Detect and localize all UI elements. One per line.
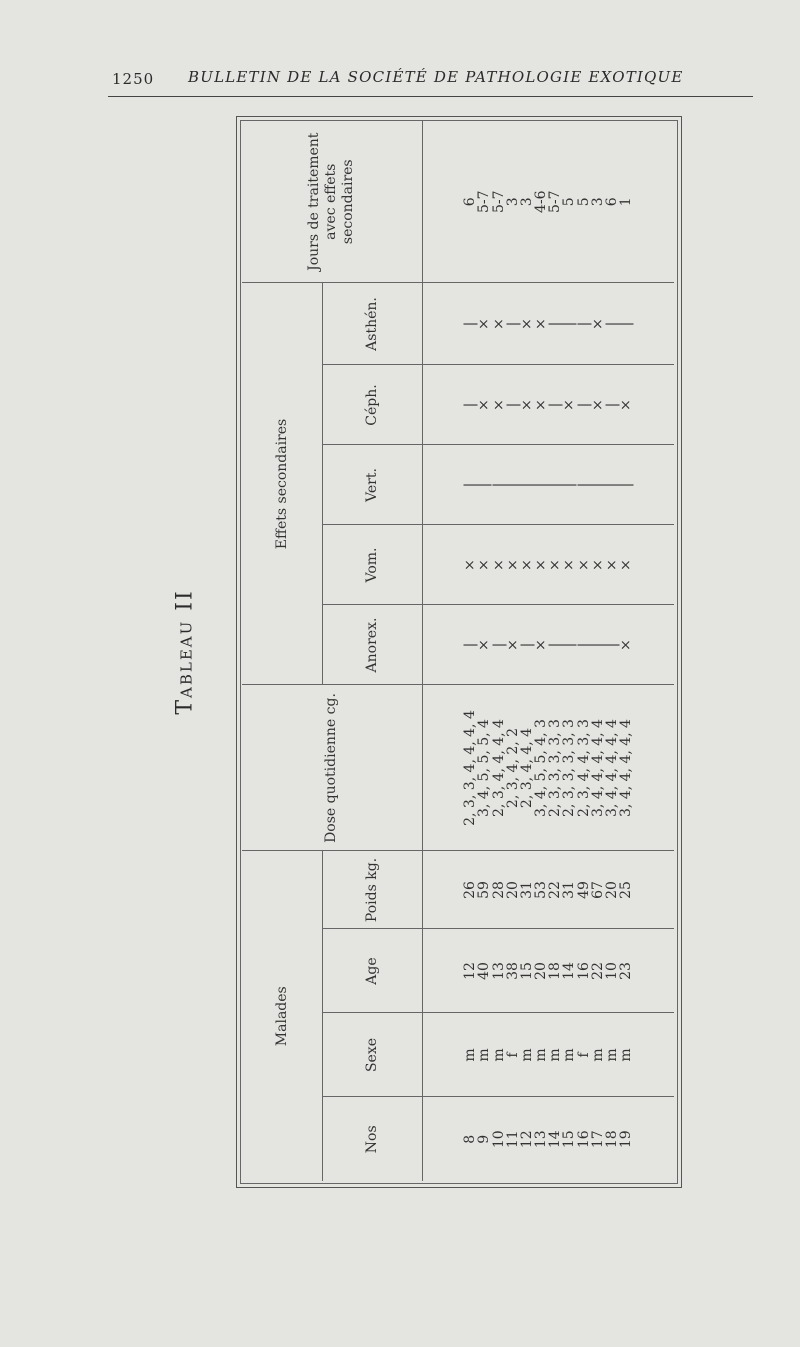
cell-asthen: |: [575, 321, 592, 327]
cell-vert: |: [575, 482, 592, 488]
cell-no: 14: [547, 1130, 564, 1149]
header-effets: Effets secondaires: [242, 283, 322, 685]
cell-poids: 31: [518, 881, 535, 899]
cell-vert: |: [504, 482, 521, 488]
cell-age: 20: [533, 962, 550, 980]
cell-dose: 2, 3, 3, 3, 3, 3: [561, 719, 578, 817]
cell-anorex: |: [561, 642, 578, 648]
cell-poids: 20: [604, 881, 620, 899]
cell-anorex: ×: [533, 639, 550, 651]
cell-vert: |: [533, 482, 550, 488]
cell-vert: |: [561, 482, 578, 488]
cell-asthen: |: [547, 321, 564, 327]
cell-jours: 6: [462, 197, 479, 207]
header-row-groups: [242, 121, 322, 1181]
cell-dose: 2, 3, 4, 4, 4, 4: [490, 719, 507, 817]
cell-jours: 5-7: [547, 190, 564, 214]
cell-asthen: ×: [490, 318, 507, 330]
cell-asthen: |: [604, 321, 620, 327]
header-rule: [108, 96, 753, 97]
cell-jours: 1: [618, 197, 635, 207]
cell-poids: 53: [533, 881, 550, 899]
cell-age: 13: [490, 962, 507, 980]
table-caption: Tableau II: [172, 589, 198, 715]
column-vert: [422, 445, 674, 525]
cell-asthen: |: [504, 321, 521, 327]
page-number: 1250: [112, 70, 155, 88]
column-anorex: [422, 605, 674, 685]
cell-jours: 6: [604, 197, 620, 207]
cell-sexe: m: [604, 1048, 620, 1062]
column-asthen: [422, 283, 674, 365]
cell-poids: 26: [462, 881, 479, 899]
cell-jours: 3: [504, 197, 521, 207]
cell-ceph: ×: [589, 399, 606, 411]
cell-no: 16: [575, 1130, 592, 1149]
cell-poids: 28: [490, 881, 507, 899]
cell-jours: 4-6: [533, 190, 550, 214]
cell-asthen: ×: [476, 318, 493, 330]
cell-vom: ×: [561, 559, 578, 571]
cell-vom: ×: [533, 559, 550, 571]
cell-anorex: ×: [618, 639, 635, 651]
cell-no: 13: [533, 1130, 550, 1149]
cell-sexe: f: [575, 1052, 592, 1058]
cell-asthen: |: [462, 321, 479, 327]
cell-age: 38: [504, 962, 521, 980]
header-vom: Vom.: [322, 525, 422, 605]
cell-asthen: ×: [589, 318, 606, 330]
cell-vert: |: [547, 482, 564, 488]
cell-sexe: m: [490, 1048, 507, 1062]
results-table: [242, 121, 674, 1181]
cell-jours: 5: [575, 197, 592, 207]
cell-vom: ×: [518, 559, 535, 571]
cell-vert: |: [604, 482, 620, 488]
cell-vom: ×: [476, 559, 493, 571]
cell-vom: ×: [547, 559, 564, 571]
cell-ceph: ×: [561, 399, 578, 411]
cell-age: 14: [561, 962, 578, 980]
cell-sexe: m: [476, 1048, 493, 1062]
cell-sexe: m: [618, 1048, 635, 1062]
cell-no: 8: [462, 1134, 479, 1144]
cell-jours: 5: [561, 197, 578, 207]
cell-dose: 2, 3, 4, 2, 2: [504, 727, 521, 809]
cell-sexe: m: [547, 1048, 564, 1062]
cell-dose: 3, 4, 5, 5, 5, 4: [476, 719, 493, 817]
cell-ceph: ×: [490, 399, 507, 411]
cell-dose: 3, 4, 4, 4, 4, 4: [618, 719, 635, 817]
column-vom: [422, 525, 674, 605]
cell-no: 18: [604, 1130, 620, 1149]
column-nos: [422, 1097, 674, 1181]
cell-dose: 3, 4, 5, 5, 4, 3: [533, 719, 550, 817]
cell-asthen: ×: [533, 318, 550, 330]
header-poids: Poids kg.: [322, 851, 422, 929]
cell-ceph: ×: [476, 399, 493, 411]
body-row: [422, 121, 674, 1181]
cell-anorex: |: [589, 642, 606, 648]
cell-age: 18: [547, 962, 564, 980]
header-age: Age: [322, 929, 422, 1013]
cell-vert: |: [618, 482, 635, 488]
cell-vom: ×: [589, 559, 606, 571]
cell-poids: 49: [575, 881, 592, 899]
cell-anorex: ×: [504, 639, 521, 651]
cell-no: 12: [518, 1130, 535, 1149]
cell-no: 15: [561, 1130, 578, 1149]
cell-poids: 59: [476, 881, 493, 899]
cell-sexe: f: [504, 1052, 521, 1058]
cell-poids: 22: [547, 881, 564, 899]
running-title: BULLETIN DE LA SOCIÉTÉ DE PATHOLOGIE EXOTIQUE: [188, 68, 684, 86]
header-anorex: Anorex.: [322, 605, 422, 685]
cell-vert: |: [462, 482, 479, 488]
cell-vert: |: [589, 482, 606, 488]
cell-ceph: |: [462, 402, 479, 408]
cell-sexe: m: [533, 1048, 550, 1062]
cell-ceph: |: [575, 402, 592, 408]
cell-anorex: |: [547, 642, 564, 648]
cell-vom: ×: [604, 559, 620, 571]
rotated-table-container: [242, 121, 674, 1181]
cell-vom: ×: [490, 559, 507, 571]
cell-ceph: ×: [518, 399, 535, 411]
cell-jours: 5-7: [490, 190, 507, 214]
cell-poids: 67: [589, 881, 606, 899]
cell-vom: ×: [504, 559, 521, 571]
cell-vom: ×: [575, 559, 592, 571]
header-sexe: Sexe: [322, 1013, 422, 1097]
column-age: [422, 929, 674, 1013]
cell-poids: 31: [561, 881, 578, 899]
column-dose: [422, 685, 674, 851]
cell-no: 11: [504, 1130, 521, 1149]
header-jours: Jours de traitement avec effets secondaires: [242, 121, 422, 283]
cell-ceph: ×: [533, 399, 550, 411]
cell-no: 9: [476, 1134, 493, 1144]
cell-ceph: |: [604, 402, 620, 408]
cell-dose: 3, 4, 4, 4, 4, 4: [604, 719, 620, 817]
cell-dose: 2, 3, 4, 4, 3, 3: [575, 719, 592, 817]
cell-sexe: m: [518, 1048, 535, 1062]
cell-age: 15: [518, 962, 535, 980]
cell-anorex: |: [490, 642, 507, 648]
cell-anorex: |: [518, 642, 535, 648]
cell-dose: 2, 3, 3, 4, 4, 4, 4: [462, 710, 479, 826]
cell-dose: 2, 3, 4, 4, 4: [518, 727, 535, 809]
cell-no: 19: [618, 1130, 635, 1149]
cell-age: 12: [462, 962, 479, 980]
cell-asthen: |: [561, 321, 578, 327]
cell-dose: 2, 3, 3, 3, 3, 3: [547, 719, 564, 817]
cell-age: 40: [476, 962, 493, 980]
cell-poids: 25: [618, 881, 635, 899]
cell-age: 23: [618, 962, 635, 980]
cell-vom: ×: [618, 559, 635, 571]
header-vert: Vert.: [322, 445, 422, 525]
cell-no: 10: [490, 1130, 507, 1149]
header-asthen: Asthén.: [322, 283, 422, 365]
header-dose: Dose quotidienne cg.: [242, 685, 422, 851]
cell-dose: 3, 4, 4, 4, 4, 4: [589, 719, 606, 817]
header-ceph: Céph.: [322, 365, 422, 445]
column-poids: [422, 851, 674, 929]
cell-vert: |: [490, 482, 507, 488]
cell-jours: 5-7: [476, 190, 493, 214]
cell-anorex: ×: [476, 639, 493, 651]
cell-anorex: |: [575, 642, 592, 648]
column-jours: [422, 121, 674, 283]
cell-vom: ×: [462, 559, 479, 571]
cell-no: 17: [589, 1130, 606, 1149]
cell-age: 16: [575, 962, 592, 980]
cell-vert: |: [518, 482, 535, 488]
header-malades: Malades: [242, 851, 322, 1181]
cell-anorex: |: [604, 642, 620, 648]
cell-jours: 3: [518, 197, 535, 207]
cell-asthen: |: [618, 321, 635, 327]
cell-anorex: |: [462, 642, 479, 648]
cell-sexe: m: [462, 1048, 479, 1062]
cell-sexe: m: [589, 1048, 606, 1062]
cell-ceph: |: [547, 402, 564, 408]
cell-jours: 3: [589, 197, 606, 207]
cell-ceph: |: [504, 402, 521, 408]
header-nos: Nos: [322, 1097, 422, 1181]
column-sexe: [422, 1013, 674, 1097]
cell-vert: |: [476, 482, 493, 488]
column-ceph: [422, 365, 674, 445]
cell-age: 10: [604, 962, 620, 980]
cell-poids: 20: [504, 881, 521, 899]
cell-sexe: m: [561, 1048, 578, 1062]
cell-asthen: ×: [518, 318, 535, 330]
cell-age: 22: [589, 962, 606, 980]
cell-ceph: ×: [618, 399, 635, 411]
